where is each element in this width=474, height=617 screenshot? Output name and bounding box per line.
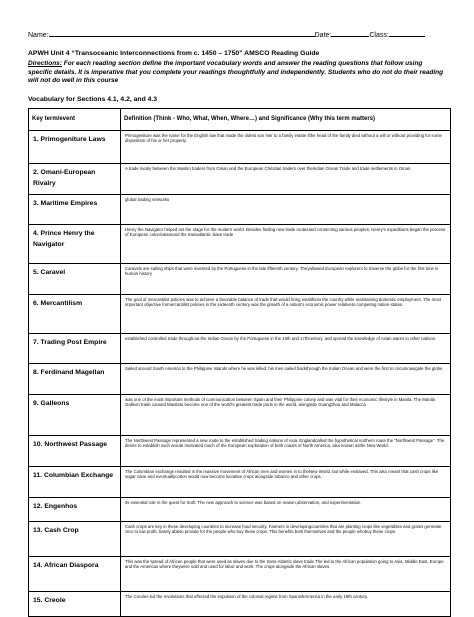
- term-cell: 14. African Diaspora: [29, 557, 121, 592]
- table-header-row: [29, 109, 451, 131]
- term-cell: 11. Columbian Exchange: [29, 467, 121, 498]
- term-cell: 8. Ferdinand Magellan: [29, 364, 121, 395]
- definition-cell[interactable]: Primogeniture was the name for the English law that made the oldest son heir to a family estate ifthe head of the family died without a will or without providing for some disposition of his or her property.: [121, 131, 451, 164]
- table-row: [29, 395, 451, 436]
- definition-cell[interactable]: The Creoles led the revolutions that effected the expulsion of the colonial regime from SpanishAmerica in the early 19th century.: [121, 592, 451, 617]
- table-row: [29, 334, 451, 364]
- table-row: [29, 195, 451, 225]
- vocabulary-table: [28, 108, 451, 617]
- definition-cell[interactable]: Cash crops are key in these developing countries to increase food security. Farmers in developingcountries that are planting crops like vegetables and grains generate zero to low profit, barely ableto provide for the people who buy these crops. This benefits both themselves and the people whobuy these crops.: [121, 522, 451, 557]
- definition-cell[interactable]: its essential role in the quest for truth. The new approach to science was based on reason,observation, and experimentation: [121, 498, 451, 522]
- definition-cell[interactable]: The goal of mercantilist policies was to achieve a favorable balance of trade that would bring wealthinto the country while maintaining domestic employment. The most important objective formercantilist policies in the sixteenth century was the growth of a nation's economic power relativeto competing nation-states.: [121, 295, 451, 334]
- table-row: [29, 264, 451, 295]
- term-cell: 4. Prince Henry the Navigator: [29, 225, 121, 264]
- term-cell: 10. Northwest Passage: [29, 436, 121, 467]
- term-cell: 7. Trading Post Empire: [29, 334, 121, 364]
- directions: [28, 60, 448, 86]
- definition-cell[interactable]: Sailed around South America to the Philippine Islands where he was killed: his men sailed backthrough the Indian Ocean and were the first to circumnavigate the globe: [121, 364, 451, 395]
- table-row: [29, 522, 451, 557]
- name-label: Name:: [28, 32, 49, 39]
- definition-cell[interactable]: This was the spread of African people that were used as slaves due to the trans-Atlantic slave trade.The led to the African population going to Asia, Middle East, Europe and the Americas where theywere sold and used for labor and work. The crops alongside the African slaves.: [121, 557, 451, 592]
- term-cell: 2. Omani-European Rivalry: [29, 164, 121, 195]
- term-cell: 5. Caravel: [29, 264, 121, 295]
- definition-cell[interactable]: was one of the most important methods of communication between Spain and their Philippine colony and was vital for their economic lifestyle in Manila. The Manila Galleon trade caused Manilato become one of the world's greatest trade ports in the world, alongside Guangzhou and Malacca: [121, 395, 451, 436]
- term-cell: 6. Mercantilism: [29, 295, 121, 334]
- date-label: Date:: [314, 32, 332, 39]
- table-row: [29, 364, 451, 395]
- directions-label: Directions:: [28, 60, 62, 67]
- definition-cell[interactable]: Henry the Navigator helped set the stage for the modern world. Besides finding new trade routesand connecting various peoples, Henry's expeditions began the process of European colonizationand the transatlantic slave trade: [121, 225, 451, 264]
- definition-cell[interactable]: The Northwest Passage represented a new route to the established trading nations of Asia. Englandcalled the hypothetical northern route the "Northwest Passage". The desire to establish such aroute motivated much of the European exploration of both coasts of North America, also known asthe New World.: [121, 436, 451, 467]
- term-cell: 13. Cash Crop: [29, 522, 121, 557]
- vocabulary-heading: Vocabulary for Sections 4.1, 4.2, and 4.3: [28, 96, 158, 103]
- class-label: Class:: [369, 32, 389, 39]
- table-row: [29, 131, 451, 164]
- table-row: [29, 436, 451, 467]
- term-cell: 12. Engenhos: [29, 498, 121, 522]
- table-row: [29, 295, 451, 334]
- table-row: [29, 164, 451, 195]
- column-header-term: Key term/event: [29, 109, 121, 131]
- table-row: [29, 557, 451, 592]
- table-row: [29, 467, 451, 498]
- class-blank[interactable]: [389, 29, 425, 37]
- name-blank[interactable]: [49, 29, 315, 37]
- table-row: [29, 225, 451, 264]
- definition-cell[interactable]: Caravels are sailing ships that were invented by the Portuguese in the late fifteenth century. Theyallowed European explorers to traverse the globe for the first time in human history: [121, 264, 451, 295]
- term-cell: 15. Creole: [29, 592, 121, 617]
- term-cell: 1. Primogeniture Laws: [29, 131, 121, 164]
- table-row: [29, 498, 451, 522]
- page-title: APWH Unit 4 “Transoceanic Interconnections from c. 1450 – 1750” AMSCO Reading Guide: [28, 50, 320, 57]
- definition-cell[interactable]: The Columbian exchange resulted in the massive movement of African men and women in to theNew World, but while enslaved. This also meant that cash crops like sugar cane and eventuallycotton would now become lucrative crops alongside tobacco and other crops.: [121, 467, 451, 498]
- definition-cell[interactable]: established controlled trade throughout the Indian Ocean by the Portuguese in the 16th and 17thcentury, and spread the knowledge of Asian wares to other nations.: [121, 334, 451, 364]
- header-fields: [28, 29, 446, 39]
- definition-cell[interactable]: A trade rivalry between the Muslim traders from Oman and the European Christian traders over theIndian Ocean Trade and trade settlements in Oman.: [121, 164, 451, 195]
- column-header-definition: Definition (Think - Who, What, When, Where…) and Significance (Why this term matters): [121, 109, 451, 131]
- directions-text: For each reading section define the important vocabulary words and answer the reading questions that follow using specific details. It is imperative that you complete your readings thoughtfully and independently. Students who do not do their reading will not do well in this course: [28, 60, 444, 85]
- date-blank[interactable]: [331, 29, 369, 37]
- term-cell: 3. Maritime Empires: [29, 195, 121, 225]
- definition-cell[interactable]: global trading networks: [121, 195, 451, 225]
- term-cell: 9. Galleons: [29, 395, 121, 436]
